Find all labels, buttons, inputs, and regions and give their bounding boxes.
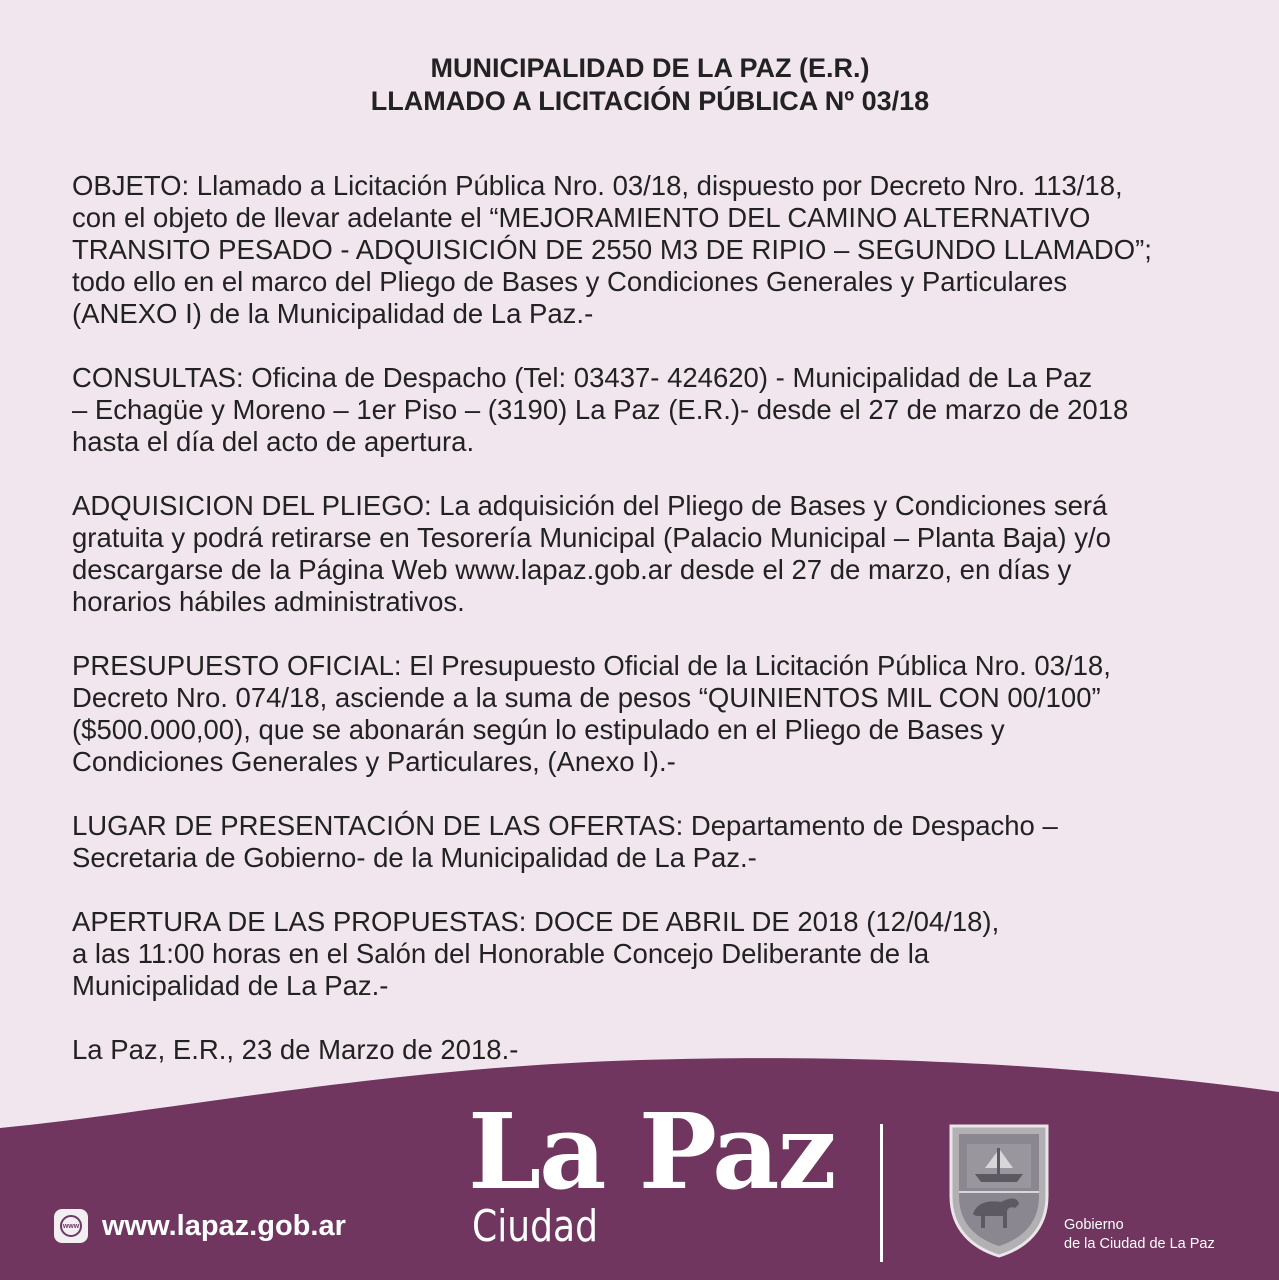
website-url[interactable]: www.lapaz.gob.ar bbox=[102, 1209, 346, 1242]
text-line: TRANSITO PESADO - ADQUISICIÓN DE 2550 M3 DE RIPIO – SEGUNDO LLAMADO”; bbox=[72, 234, 1152, 265]
logo-subtitle: Ciudad bbox=[472, 1201, 598, 1252]
text-line: Condiciones Generales y Particulares, (Anexo I).- bbox=[72, 746, 676, 777]
text-line: LUGAR DE PRESENTACIÓN DE LAS OFERTAS: Departamento de Despacho – bbox=[72, 810, 1058, 841]
text-line: PRESUPUESTO OFICIAL: El Presupuesto Oficial de la Licitación Pública Nro. 03/18, bbox=[72, 650, 1111, 681]
la-paz-logo: La Paz bbox=[468, 1090, 835, 1213]
paragraph-presupuesto bbox=[72, 650, 1262, 778]
globe-icon: www bbox=[60, 1215, 82, 1237]
text-line: a las 11:00 horas en el Salón del Honorable Concejo Deliberante de la bbox=[72, 938, 930, 969]
text-line: ADQUISICION DEL PLIEGO: La adquisición del Pliego de Bases y Condiciones será bbox=[72, 490, 1108, 521]
website-link[interactable] bbox=[54, 1206, 346, 1246]
text-line: descargarse de la Página Web www.lapaz.gob.ar desde el 27 de marzo, en días y bbox=[72, 554, 1072, 585]
footer-divider bbox=[880, 1124, 883, 1262]
text-line: hasta el día del acto de apertura. bbox=[72, 426, 475, 457]
text-line: La Paz, E.R., 23 de Marzo de 2018.- bbox=[72, 1034, 519, 1065]
text-line: CONSULTAS: Oficina de Despacho (Tel: 03437- 424620) - Municipalidad de La Paz bbox=[72, 362, 1093, 393]
text-line: Secretaria de Gobierno- de la Municipalidad de La Paz.- bbox=[72, 842, 757, 873]
text-line: Municipalidad de La Paz.- bbox=[72, 970, 389, 1001]
government-label bbox=[1064, 1216, 1215, 1254]
paragraph-apertura bbox=[72, 906, 1262, 1002]
text-line: – Echagüe y Moreno – 1er Piso – (3190) La Paz (E.R.)- desde el 27 de marzo de 2018 bbox=[72, 394, 1129, 425]
title-line-1: MUNICIPALIDAD DE LA PAZ (E.R.) bbox=[430, 53, 870, 83]
paragraph-objeto bbox=[72, 170, 1262, 330]
title-line-2: LLAMADO A LICITACIÓN PÚBLICA Nº 03/18 bbox=[370, 86, 930, 116]
text-line: horarios hábiles administrativos. bbox=[72, 586, 465, 617]
www-icon bbox=[54, 1209, 88, 1243]
text-line: (ANEXO I) de la Municipalidad de La Paz.- bbox=[72, 298, 594, 329]
document-title bbox=[0, 52, 1279, 118]
text-line: con el objeto de llevar adelante el “MEJORAMIENTO DEL CAMINO ALTERNATIVO bbox=[72, 202, 1091, 233]
text-line: Decreto Nro. 074/18, asciende a la suma de pesos “QUINIENTOS MIL CON 00/100” bbox=[72, 682, 1101, 713]
text-line: todo ello en el marco del Pliego de Bases y Condiciones Generales y Particulares bbox=[72, 266, 1068, 297]
text-line: gratuita y podrá retirarse en Tesorería Municipal (Palacio Municipal – Planta Baja) y/o bbox=[72, 522, 1111, 553]
document-body bbox=[72, 170, 1262, 1098]
paragraph-lugar bbox=[72, 810, 1262, 874]
text-line: APERTURA DE LAS PROPUESTAS: DOCE DE ABRIL DE 2018 (12/04/18), bbox=[72, 906, 1000, 937]
text-line: ($500.000,00), que se abonarán según lo estipulado en el Pliego de Bases y bbox=[72, 714, 1005, 745]
paragraph-consultas bbox=[72, 362, 1262, 458]
gov-line-2: de la Ciudad de La Paz bbox=[1064, 1236, 1215, 1252]
paragraph-adquisicion bbox=[72, 490, 1262, 618]
city-seal-icon bbox=[945, 1118, 1053, 1258]
text-line: OBJETO: Llamado a Licitación Pública Nro. 03/18, dispuesto por Decreto Nro. 113/18, bbox=[72, 170, 1123, 201]
gov-line-1: Gobierno bbox=[1064, 1217, 1124, 1233]
